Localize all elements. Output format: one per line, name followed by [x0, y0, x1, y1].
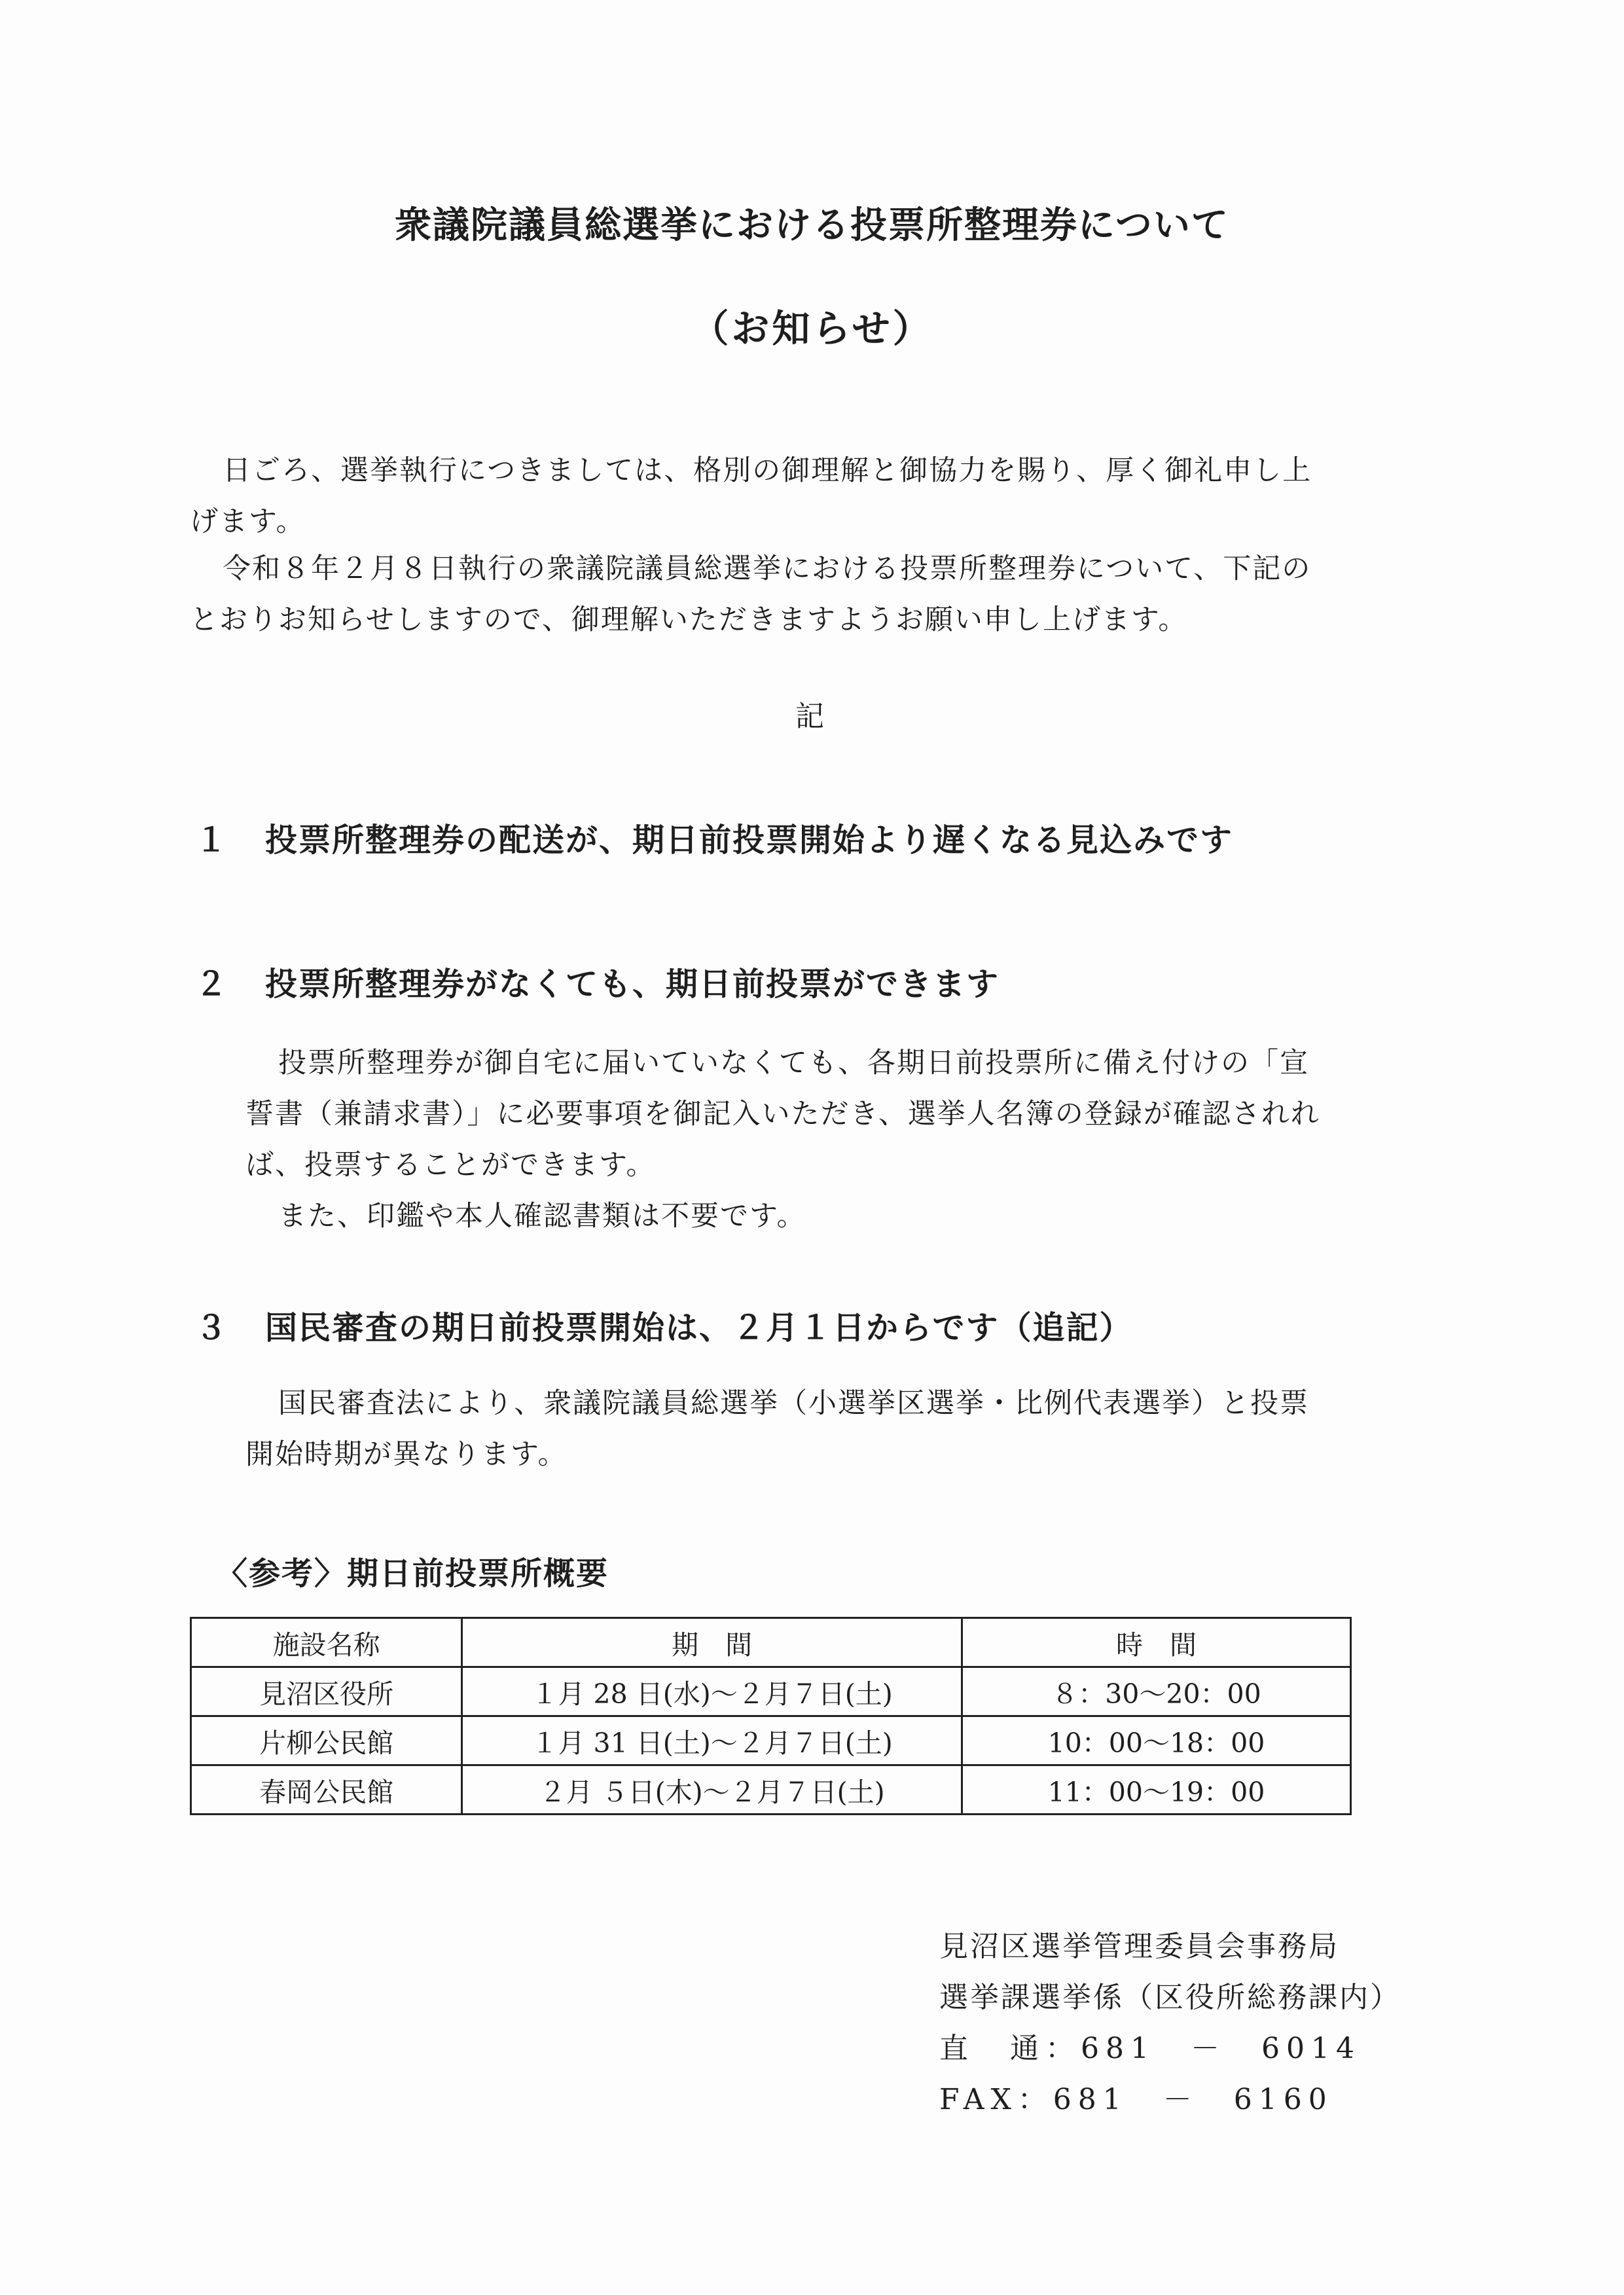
- section-2-heading: 投票所整理券がなくても、期日前投票ができます: [265, 965, 1000, 1003]
- ki-mark: 記: [795, 700, 824, 733]
- intro-line-4: とおりお知らせしますので、御理解いただきますようお願い申し上げます。: [190, 604, 1188, 636]
- intro-line-3: 令和８年２月８日執行の衆議院議員総選挙における投票所整理券について、下記の: [223, 552, 1312, 585]
- section-2-number: ２: [195, 965, 228, 1003]
- section-3-line-2: 開始時期が異なります。: [245, 1438, 568, 1471]
- section-1-number: １: [195, 821, 228, 859]
- section-2-line-3: ば、投票することができます。: [245, 1149, 656, 1182]
- header-facility: 施設名称: [191, 1618, 462, 1667]
- section-1-heading: 投票所整理券の配送が、期日前投票開始より遅くなる見込みです: [265, 821, 1234, 859]
- signature-phone: 直 通：681 － 6014: [939, 2032, 1361, 2065]
- hours-cell: ８：30～20：00: [962, 1667, 1350, 1716]
- signature-fax: FAX：681 － 6160: [939, 2083, 1333, 2116]
- section-2-line-2: 誓書（兼請求書）」に必要事項を御記入いただき、選挙人名簿の登録が確認されれ: [245, 1098, 1320, 1130]
- facility-cell: 片柳公民館: [191, 1716, 462, 1765]
- header-period: 期 間: [462, 1618, 962, 1667]
- page-subtitle: （お知らせ）: [691, 306, 933, 351]
- period-cell: １月 31 日(土)～２月７日(土): [462, 1716, 962, 1765]
- section-2-line-1: 投票所整理券が御自宅に届いていなくても、各期日前投票所に備え付けの「宣: [278, 1047, 1309, 1079]
- table-row: [191, 1716, 1351, 1765]
- early-voting-table: [190, 1617, 1352, 1815]
- period-cell: ２月 ５日(木)～２月７日(土): [462, 1765, 962, 1815]
- table-header-row: [191, 1618, 1351, 1667]
- period-cell: １月 28 日(水)～２月７日(土): [462, 1667, 962, 1716]
- hours-cell: 11：00～19：00: [962, 1765, 1350, 1815]
- section-3-number: ３: [195, 1309, 228, 1346]
- section-2-line-4: また、印鑑や本人確認書類は不要です。: [278, 1200, 806, 1233]
- facility-cell: 春岡公民館: [191, 1765, 462, 1815]
- section-3-heading: 国民審査の期日前投票開始は、２月１日からです（追記）: [265, 1309, 1133, 1346]
- intro-line-2: げます。: [190, 505, 306, 538]
- header-hours: 時 間: [962, 1618, 1350, 1667]
- page-title: 衆議院議員総選挙における投票所整理券について: [395, 204, 1229, 247]
- hours-cell: 10：00～18：00: [962, 1716, 1350, 1765]
- signature-section: 選挙課選挙係（区役所総務課内）: [939, 1981, 1401, 2014]
- section-3-line-1: 国民審査法により、衆議院議員総選挙（小選挙区選挙・比例代表選挙）と投票: [278, 1387, 1309, 1420]
- signature-office: 見沼区選挙管理委員会事務局: [939, 1930, 1339, 1963]
- intro-line-1: 日ごろ、選挙執行につきましては、格別の御理解と御協力を賜り、厚く御礼申し上: [223, 454, 1312, 487]
- table-row: [191, 1667, 1351, 1716]
- reference-title: 〈参考〉期日前投票所概要: [216, 1555, 609, 1592]
- facility-cell: 見沼区役所: [191, 1667, 462, 1716]
- table-row: [191, 1765, 1351, 1815]
